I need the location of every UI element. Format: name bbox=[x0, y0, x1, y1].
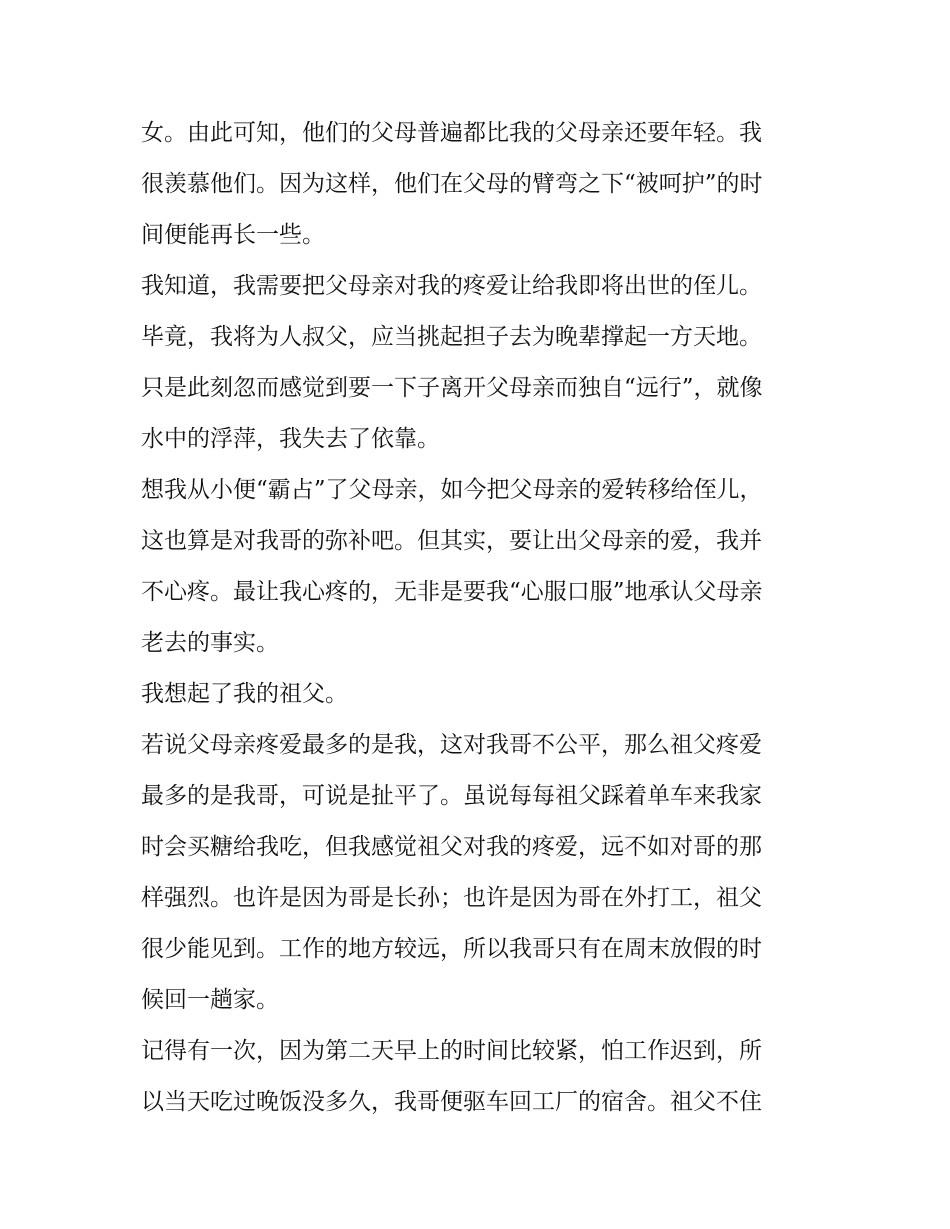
text-line: 水中的浮萍，我失去了依靠。 bbox=[141, 426, 440, 452]
text-line: 女。由此可知，他们的父母普遍都比我的父母亲还要年轻。我 bbox=[141, 120, 762, 146]
text-line: 很少能见到。工作的地方较远，所以我哥只有在周末放假的时 bbox=[141, 936, 762, 962]
text-line: 想我从小便“霸占”了父母亲，如今把父母亲的爱转移给侄儿， bbox=[141, 477, 763, 503]
text-line: 间便能再长一些。 bbox=[141, 222, 325, 248]
text-line: 若说父母亲疼爱最多的是我，这对我哥不公平，那么祖父疼爱 bbox=[141, 732, 762, 758]
text-line: 很羡慕他们。因为这样，他们在父母的臂弯之下“被呵护”的时 bbox=[141, 171, 763, 197]
text-line: 我知道，我需要把父母亲对我的疼爱让给我即将出世的侄儿。 bbox=[141, 273, 762, 299]
text-line: 这也算是对我哥的弥补吧。但其实，要让出父母亲的爱，我并 bbox=[141, 528, 762, 554]
text-line: 样强烈。也许是因为哥是长孙；也许是因为哥在外打工，祖父 bbox=[141, 885, 762, 911]
text-line: 候回一趟家。 bbox=[141, 987, 279, 1013]
text-line: 老去的事实。 bbox=[141, 630, 279, 656]
text-line: 只是此刻忽而感觉到要一下子离开父母亲而独自“远行”，就像 bbox=[141, 375, 763, 401]
document-body bbox=[141, 108, 821, 1128]
text-line: 以当天吃过晚饭没多久，我哥便驱车回工厂的宿舍。祖父不住 bbox=[141, 1089, 762, 1115]
text-line: 毕竟，我将为人叔父，应当挑起担子去为晚辈撑起一方天地。 bbox=[141, 324, 762, 350]
text-line: 我想起了我的祖父。 bbox=[141, 681, 348, 707]
text-line: 最多的是我哥，可说是扯平了。虽说每每祖父踩着单车来我家 bbox=[141, 783, 762, 809]
text-line: 记得有一次，因为第二天早上的时间比较紧，怕工作迟到，所 bbox=[141, 1038, 762, 1064]
text-line: 时会买糖给我吃，但我感觉祖父对我的疼爱，远不如对哥的那 bbox=[141, 834, 762, 860]
text-line: 不心疼。最让我心疼的，无非是要我“心服口服”地承认父母亲 bbox=[141, 579, 763, 605]
